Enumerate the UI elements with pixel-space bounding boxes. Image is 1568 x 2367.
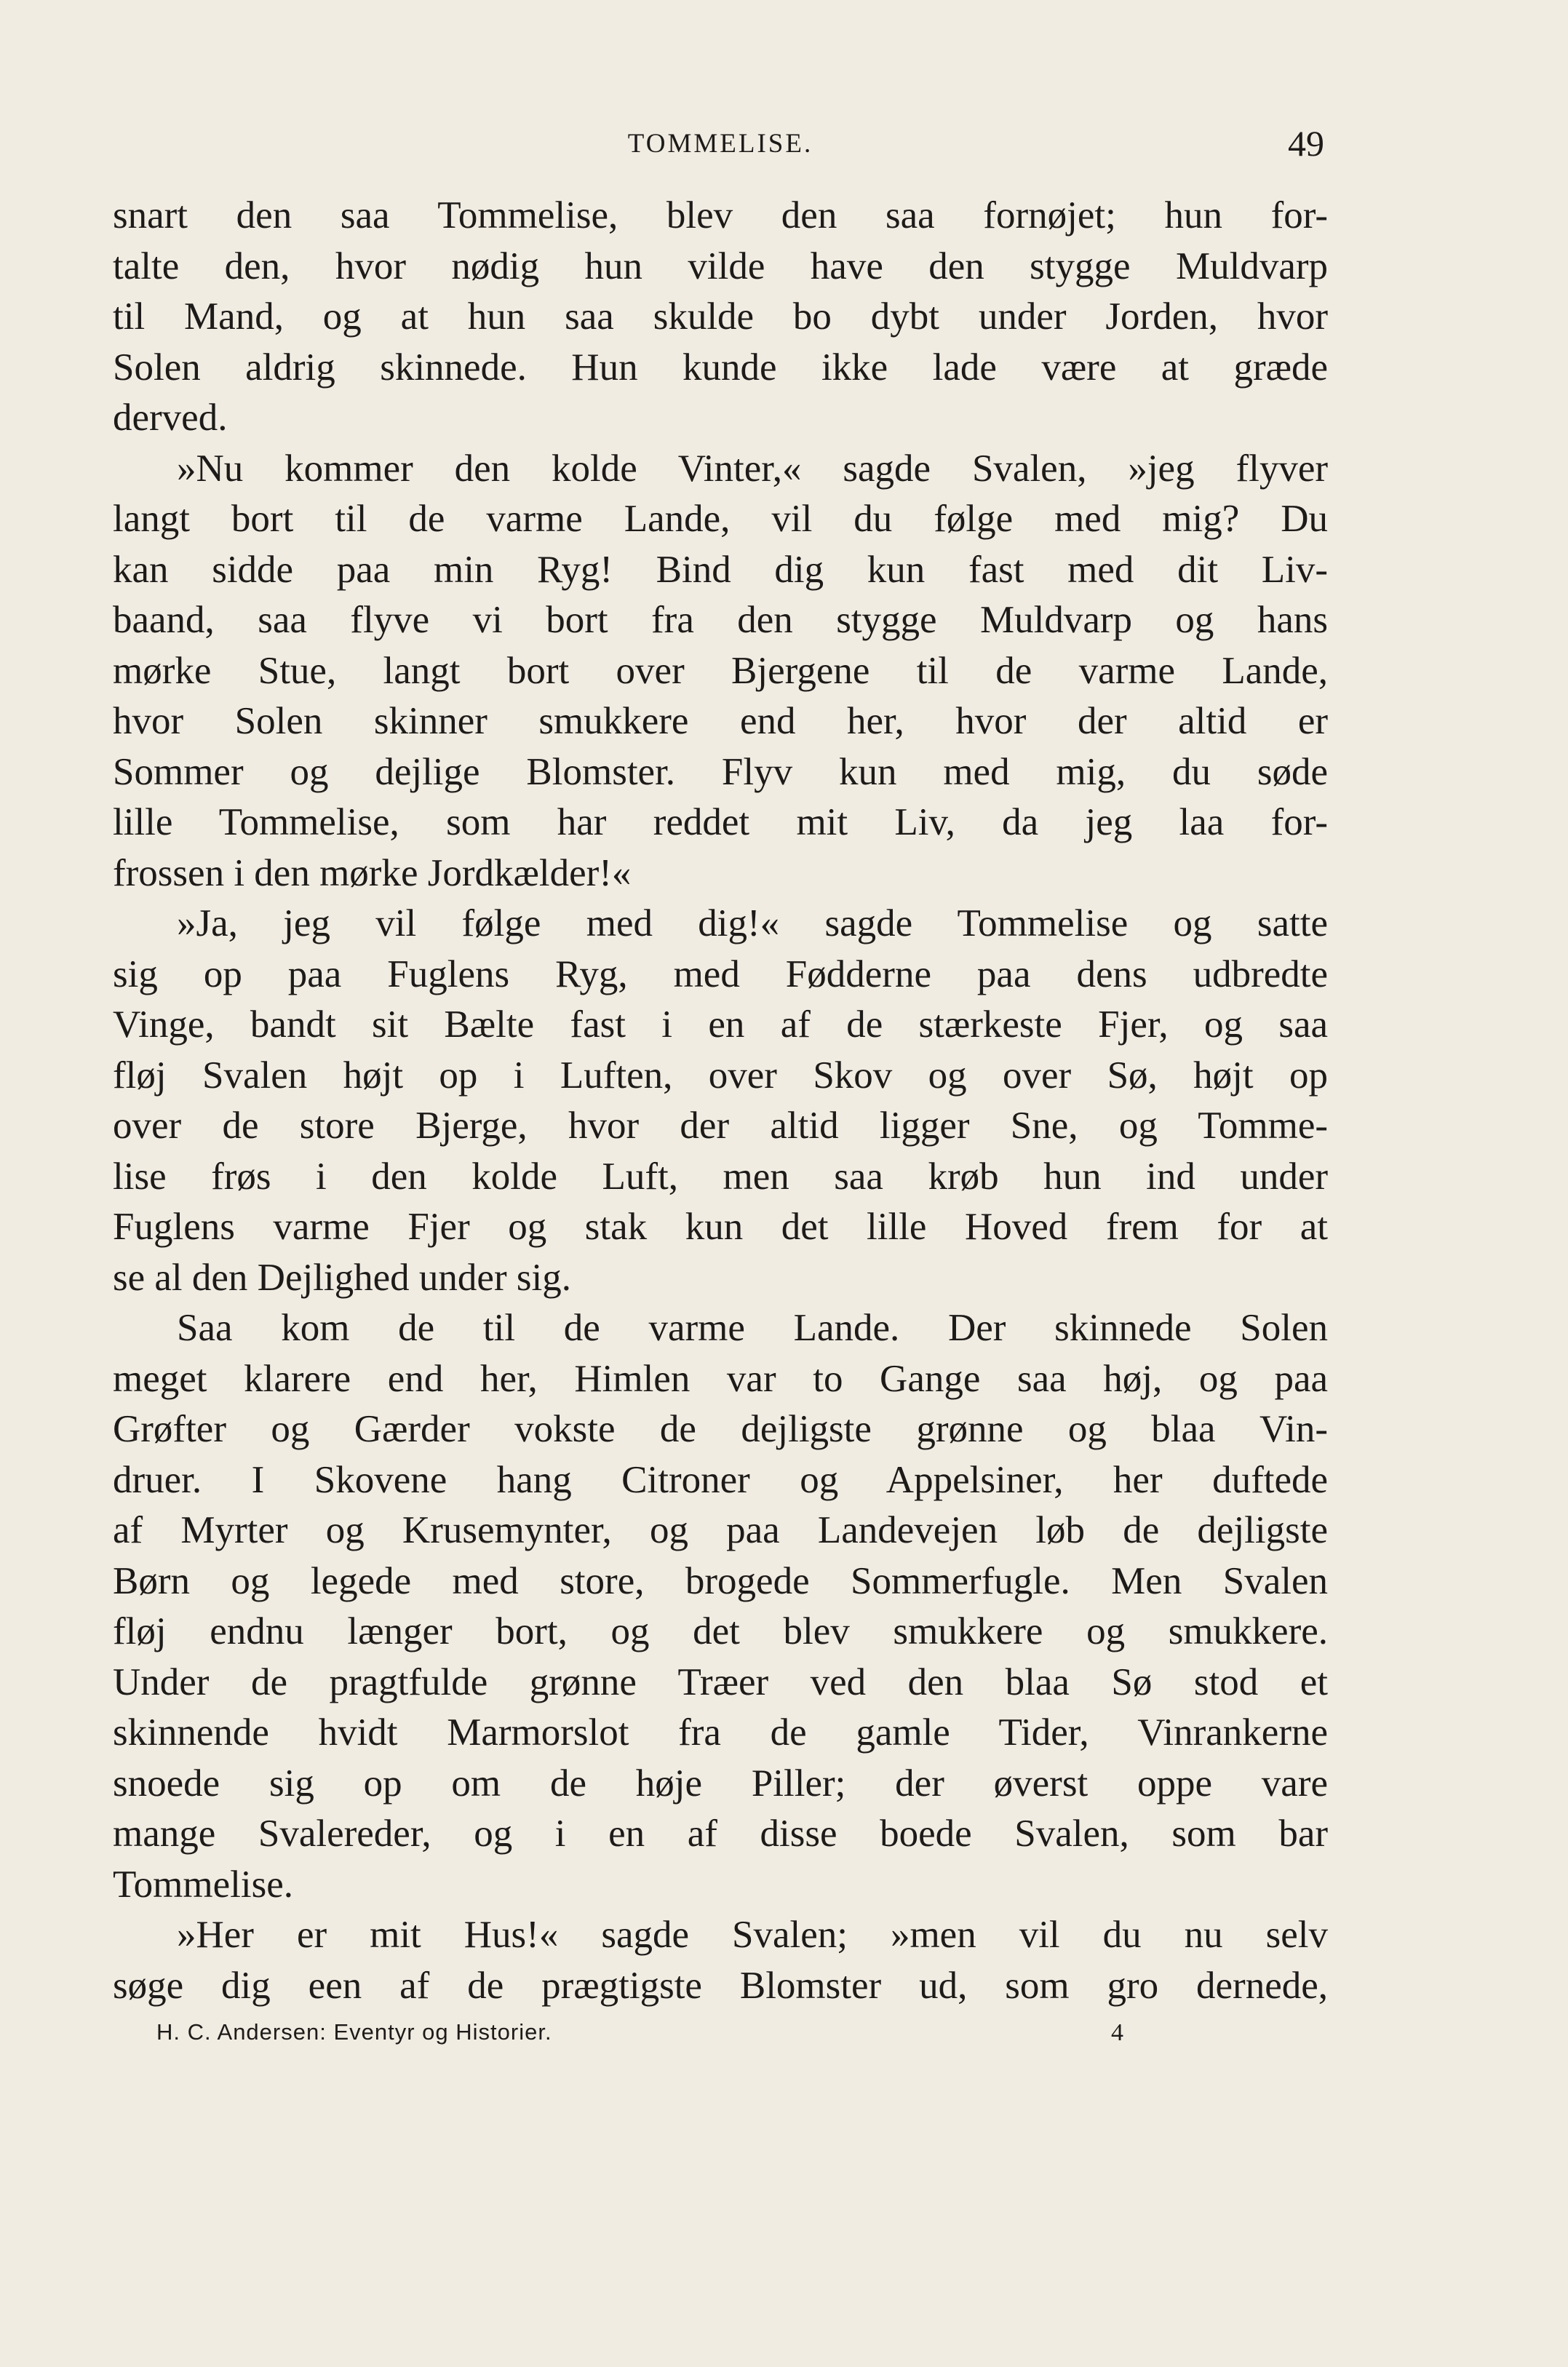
text-line: mørke Stue, langt bort over Bjergene til de varme Lande, [113, 649, 1328, 692]
text-line: »Her er mit Hus!« sagde Svalen; »men vil du nu selv [177, 1914, 1328, 1956]
text-line: Sommer og dejlige Blomster. Flyv kun med mig, du søde [113, 750, 1328, 793]
page-footer [156, 2019, 1124, 2056]
running-title: TOMMELISE. [627, 129, 813, 159]
text-line: Vinge, bandt sit Bælte fast i en af de stærkeste Fjer, og saa [113, 1003, 1328, 1046]
text-line: hvor Solen skinner smukkere end her, hvor der altid er [113, 700, 1328, 742]
text-line: Saa kom de til de varme Lande. Der skinnede Solen [177, 1307, 1328, 1349]
page-number: 49 [1288, 123, 1324, 164]
text-line: sig op paa Fuglens Ryg, med Fødderne paa dens udbredte [113, 952, 1328, 995]
text-line: »Nu kommer den kolde Vinter,« sagde Svalen, »jeg flyver [177, 447, 1328, 490]
text-line: mange Svalereder, og i en af disse boede Svalen, som bar [113, 1813, 1328, 1855]
text-line: druer. I Skovene hang Citroner og Appelsiner, her duftede [113, 1458, 1328, 1501]
text-line: Grøfter og Gærder vokste de dejligste grønne og blaa Vin- [113, 1408, 1328, 1450]
text-line: Under de pragtfulde grønne Træer ved den blaa Sø stod et [113, 1660, 1328, 1703]
text-line: søge dig een af de prægtigste Blomster ud, som gro dernede, [113, 1964, 1328, 2007]
text-line: over de store Bjerge, hvor der altid ligger Sne, og Tomme- [113, 1105, 1328, 1147]
text-line: se al den Dejlighed under sig. [113, 1256, 571, 1299]
footer-author-title: H. C. Andersen: Eventyr og Historier. [156, 2019, 552, 2045]
text-line: baand, saa flyve vi bort fra den stygge Muldvarp og hans [113, 599, 1328, 641]
text-line: fløj Svalen højt op i Luften, over Skov og over Sø, højt op [113, 1054, 1328, 1097]
text-line: skinnende hvidt Marmorslot fra de gamle Tider, Vinrankerne [113, 1711, 1328, 1754]
text-line: Solen aldrig skinnede. Hun kunde ikke lade være at græde [113, 346, 1328, 389]
text-line: Børn og legede med store, brogede Sommerfugle. Men Svalen [113, 1559, 1328, 1602]
text-line: Tommelise. [113, 1863, 293, 1906]
text-line: snoede sig op om de høje Piller; der øverst oppe vare [113, 1762, 1328, 1805]
text-line: kan sidde paa min Ryg! Bind dig kun fast med dit Liv- [113, 548, 1328, 591]
text-line: lille Tommelise, som har reddet mit Liv, da jeg laa for- [113, 801, 1328, 843]
text-line: meget klarere end her, Himlen var to Gange saa høj, og paa [113, 1357, 1328, 1400]
body-text [113, 191, 1328, 2011]
signature-mark: 4 [1111, 2019, 1124, 2046]
text-line: lise frøs i den kolde Luft, men saa krøb hun ind under [113, 1155, 1328, 1198]
text-line: frossen i den mørke Jordkælder!« [113, 851, 632, 894]
running-head [116, 122, 1324, 166]
text-line: talte den, hvor nødig hun vilde have den stygge Muldvarp [113, 244, 1328, 287]
text-line: fløj endnu længer bort, og det blev smukkere og smukkere. [113, 1610, 1328, 1652]
text-line: til Mand, og at hun saa skulde bo dybt under Jorden, hvor [113, 295, 1328, 338]
text-line: Fuglens varme Fjer og stak kun det lille Hoved frem for at [113, 1206, 1328, 1248]
text-line: »Ja, jeg vil følge med dig!« sagde Tommelise og satte [177, 902, 1328, 944]
text-line: derved. [113, 397, 228, 439]
text-line: snart den saa Tommelise, blev den saa fornøjet; hun for- [113, 194, 1328, 236]
text-line: af Myrter og Krusemynter, og paa Landevejen løb de dejligste [113, 1509, 1328, 1551]
text-line: langt bort til de varme Lande, vil du følge med mig? Du [113, 498, 1328, 540]
